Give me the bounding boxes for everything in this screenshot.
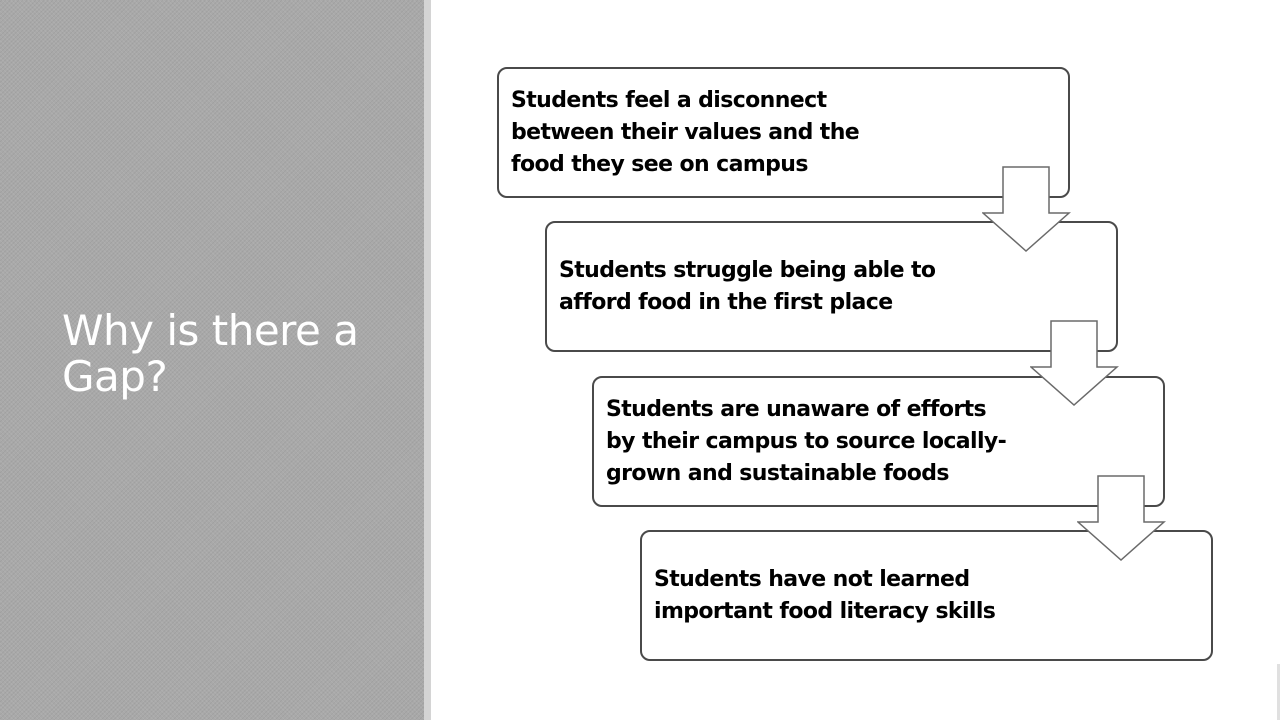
- down-arrow-icon: [982, 166, 1072, 254]
- down-arrow-icon: [1030, 320, 1120, 408]
- process-step-1-text: Students feel a disconnect between their values and the food they see on campus: [511, 87, 860, 177]
- title-panel: [0, 0, 424, 720]
- down-arrow-icon: [1077, 475, 1167, 563]
- slide-title: Why is there a Gap?: [62, 306, 359, 401]
- process-step-3-text: Students are unaware of efforts by their campus to source locally- grown and sustainable foods: [606, 396, 1007, 486]
- process-step-2-text: Students struggle being able to afford food in the first place: [559, 257, 936, 315]
- panel-divider: [424, 0, 431, 720]
- process-step-4-text: Students have not learned important food literacy skills: [654, 566, 996, 624]
